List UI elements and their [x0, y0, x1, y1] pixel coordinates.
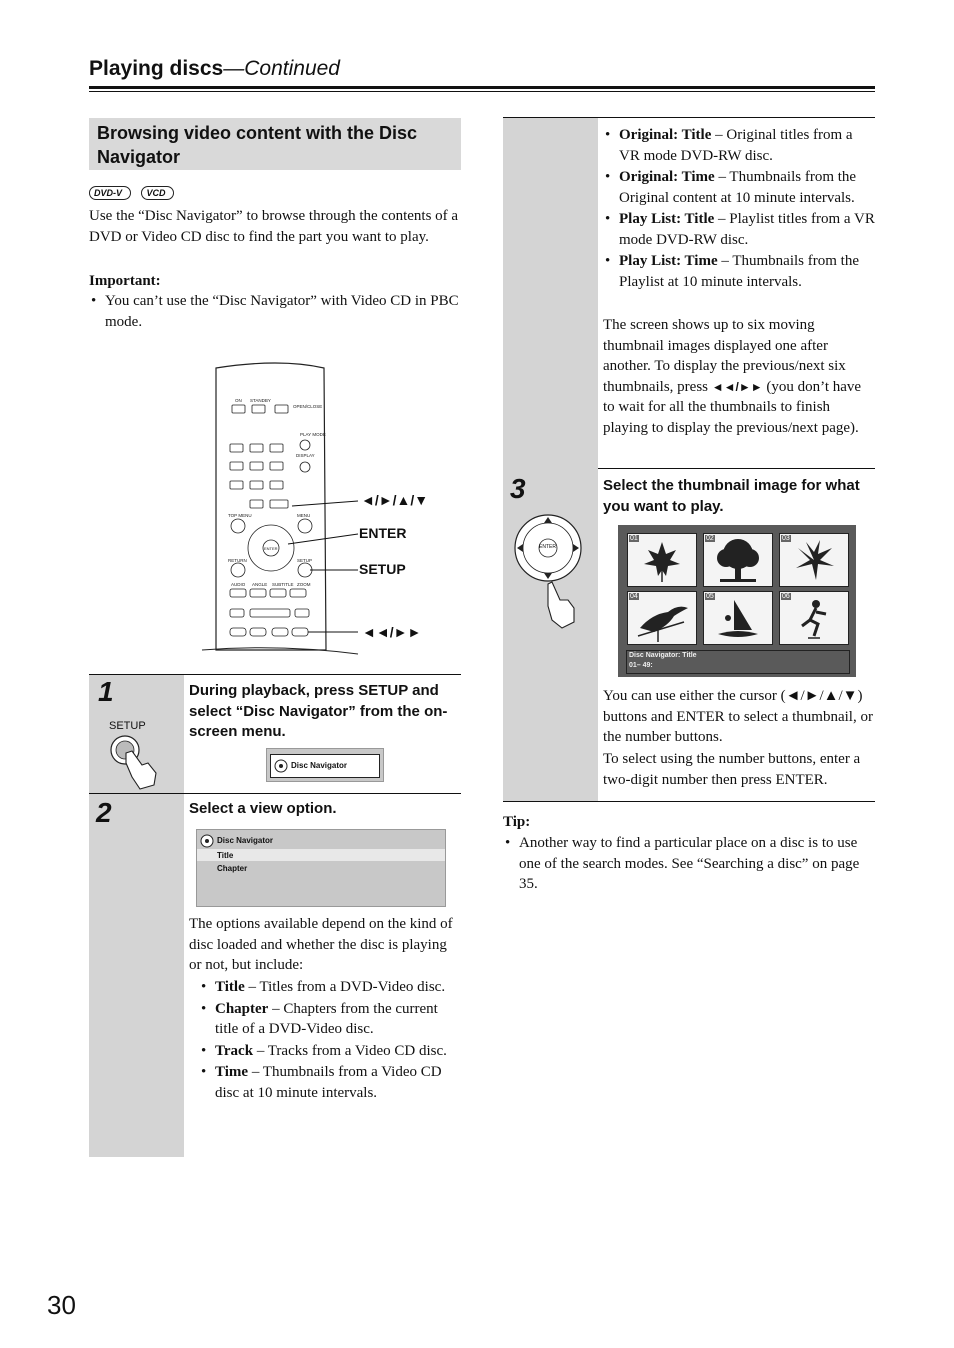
remote-subtitle-label: SUBTITLE	[272, 582, 294, 587]
list-item	[199, 999, 461, 1040]
disc-icon	[200, 834, 214, 848]
remote-topmenu-label: TOP MENU	[228, 513, 252, 518]
right-top-rule	[503, 117, 875, 118]
thumb-number: 02	[706, 535, 714, 542]
step1-osd-box	[266, 748, 384, 782]
thumb-number: 04	[630, 593, 638, 600]
list-item	[199, 977, 461, 998]
status-range: 01– 49:	[629, 662, 653, 669]
thumbnail[interactable]	[627, 533, 697, 587]
dvd-v-badge: DVD-V	[89, 186, 131, 200]
step2-number: 2	[96, 797, 112, 828]
step3-enter-label: ENTER	[539, 544, 556, 550]
remote-playmode-label: PLAY MODE	[300, 432, 326, 437]
step1-heading: During playback, press SETUP and select “Disc Navigator” from the on-screen menu.	[189, 682, 448, 740]
step1-osd-item: Disc Navigator	[291, 761, 348, 770]
step1-setup-label: SETUP	[109, 720, 146, 732]
important-list	[89, 291, 461, 332]
remote-return-label: RETURN	[228, 558, 247, 563]
header-continued: —Continued	[223, 57, 340, 80]
header-rule-thin	[89, 91, 875, 92]
thumbnail[interactable]	[703, 591, 773, 645]
list-item	[603, 125, 875, 166]
option-term: Play List: Time	[619, 253, 718, 269]
tip-label: Tip:	[503, 814, 531, 830]
option-desc: – Tracks from a Video CD disc.	[253, 1042, 447, 1059]
option-desc: – Titles from a DVD-Video disc.	[244, 979, 446, 995]
thumb-number: 03	[782, 535, 790, 542]
step2-option-list	[199, 977, 461, 1103]
option-term: Original: Time	[619, 169, 715, 185]
hand-press-setup-icon	[108, 733, 168, 791]
disc-badges	[89, 183, 174, 201]
step3-body2: To select using the number buttons, enter a two-digit number then press ENTER.	[603, 751, 861, 788]
list-item	[199, 1041, 461, 1062]
thumb-number: 01	[630, 535, 638, 542]
thumb-number: 05	[706, 593, 714, 600]
option-desc: – Thumbnails from a Video CD disc at 10 minute intervals.	[215, 1064, 442, 1101]
body-after: (you don’t have to wait for all the thumbnails to finish playing to display the previous/next page).	[603, 378, 862, 436]
list-item	[603, 167, 875, 208]
header-rule	[89, 86, 875, 89]
remote-setup-label: SETUP	[297, 558, 313, 563]
thumbnail[interactable]	[703, 533, 773, 587]
option-term: Title	[215, 979, 245, 995]
remote-zoom-label: ZOOM	[297, 582, 311, 587]
option-desc: – Playlist titles from a VR mode DVD-RW disc.	[619, 211, 875, 248]
step2-osd-box	[196, 829, 446, 907]
remote-open-label: OPEN/CLOSE	[293, 404, 323, 409]
label-setup: SETUP	[359, 561, 406, 577]
hand-press-enter-icon	[512, 510, 592, 630]
page-header-title	[89, 57, 340, 81]
thumbnail-status-bar	[626, 650, 850, 674]
remote-angle-label: ANGLE	[252, 582, 268, 587]
intro-paragraph: Use the “Disc Navigator” to browse through the contents of a DVD or Video CD disc to find the part you want to play.	[89, 208, 459, 245]
tip-list	[503, 833, 875, 895]
remote-display-label: DISPLAY	[296, 453, 315, 458]
option-term: Play List: Title	[619, 211, 715, 227]
section-title: Browsing video content with the Disc Navigator	[97, 123, 418, 167]
remote-audio-label: AUDIO	[231, 582, 246, 587]
step2-body: The options available depend on the kind of disc loaded and whether the disc is playing or not, but include:	[189, 916, 453, 973]
thumbnail[interactable]	[779, 591, 849, 645]
important-label: Important:	[89, 273, 161, 289]
option-term: Time	[215, 1064, 249, 1080]
step2-heading: Select a view option.	[189, 800, 337, 817]
list-item	[199, 1062, 461, 1103]
step2-osd-title: Disc Navigator	[217, 836, 274, 845]
osd-highlight-row	[197, 849, 445, 861]
thumbnail[interactable]	[627, 591, 697, 645]
option-desc: – Thumbnails from the Original content at 10 minute intervals.	[619, 169, 857, 206]
remote-standby-label: STANDBY	[250, 398, 271, 403]
option-desc: – Original titles from a VR mode DVD-RW disc.	[619, 127, 853, 164]
step3-top-rule	[598, 468, 875, 469]
option-term: Original: Title	[619, 127, 712, 143]
right-bottom-rule	[503, 801, 875, 802]
status-title: Disc Navigator: Title	[629, 652, 697, 659]
page-number: 30	[47, 1290, 76, 1320]
step3-number: 3	[510, 473, 526, 504]
remote-menu-label: MENU	[297, 513, 311, 518]
thumbnail-screen	[618, 525, 856, 677]
remote-enter-label: ENTER	[264, 546, 278, 551]
option-desc: – Chapters from the current title of a DVD-Video disc.	[215, 1000, 438, 1037]
step1-number: 1	[98, 676, 114, 707]
option-desc: – Thumbnails from the Playlist at 10 minute intervals.	[619, 253, 859, 290]
step2-cont-body	[603, 315, 875, 438]
osd-option-chapter: Chapter	[217, 864, 248, 873]
step2-cont-option-list	[603, 125, 875, 292]
vcd-badge: VCD	[141, 186, 174, 200]
list-item	[603, 209, 875, 250]
right-step-column	[503, 118, 598, 801]
option-term: Track	[215, 1042, 254, 1059]
osd-option-title: Title	[217, 851, 234, 860]
skip-keys-glyph: ◄◄/►►	[711, 379, 763, 394]
header-title: Playing discs	[89, 57, 224, 80]
remote-control-illustration	[200, 360, 360, 660]
option-term: Chapter	[215, 1000, 269, 1017]
step3-body1: You can use either the cursor (◄/►/▲/▼) buttons and ENTER to select a thumbnail, or the number buttons.	[603, 688, 873, 745]
label-enter: ENTER	[359, 525, 407, 541]
label-skip-keys: ◄◄/►►	[362, 624, 422, 640]
thumb-number: 06	[782, 593, 790, 600]
label-cursor-keys: ◄/►/▲/▼	[361, 492, 429, 508]
step3-heading: Select the thumbnail image for what you want to play.	[603, 477, 860, 515]
step2-top-rule	[89, 793, 461, 794]
tip-item: • Another way to find a particular place on a disc is to use one of the search modes. See “Searching a disc” on page 35.	[503, 833, 875, 895]
body-before: The screen shows up to six moving thumbnail images displayed one after another. To display the previous/next six thumbnails, press	[603, 317, 846, 395]
thumbnail[interactable]	[779, 533, 849, 587]
section-title-box	[89, 118, 461, 170]
list-item	[603, 251, 875, 292]
important-item: • You can’t use the “Disc Navigator” with Video CD in PBC mode.	[89, 291, 461, 332]
disc-icon	[274, 759, 288, 773]
remote-on-label: ON	[235, 398, 242, 403]
